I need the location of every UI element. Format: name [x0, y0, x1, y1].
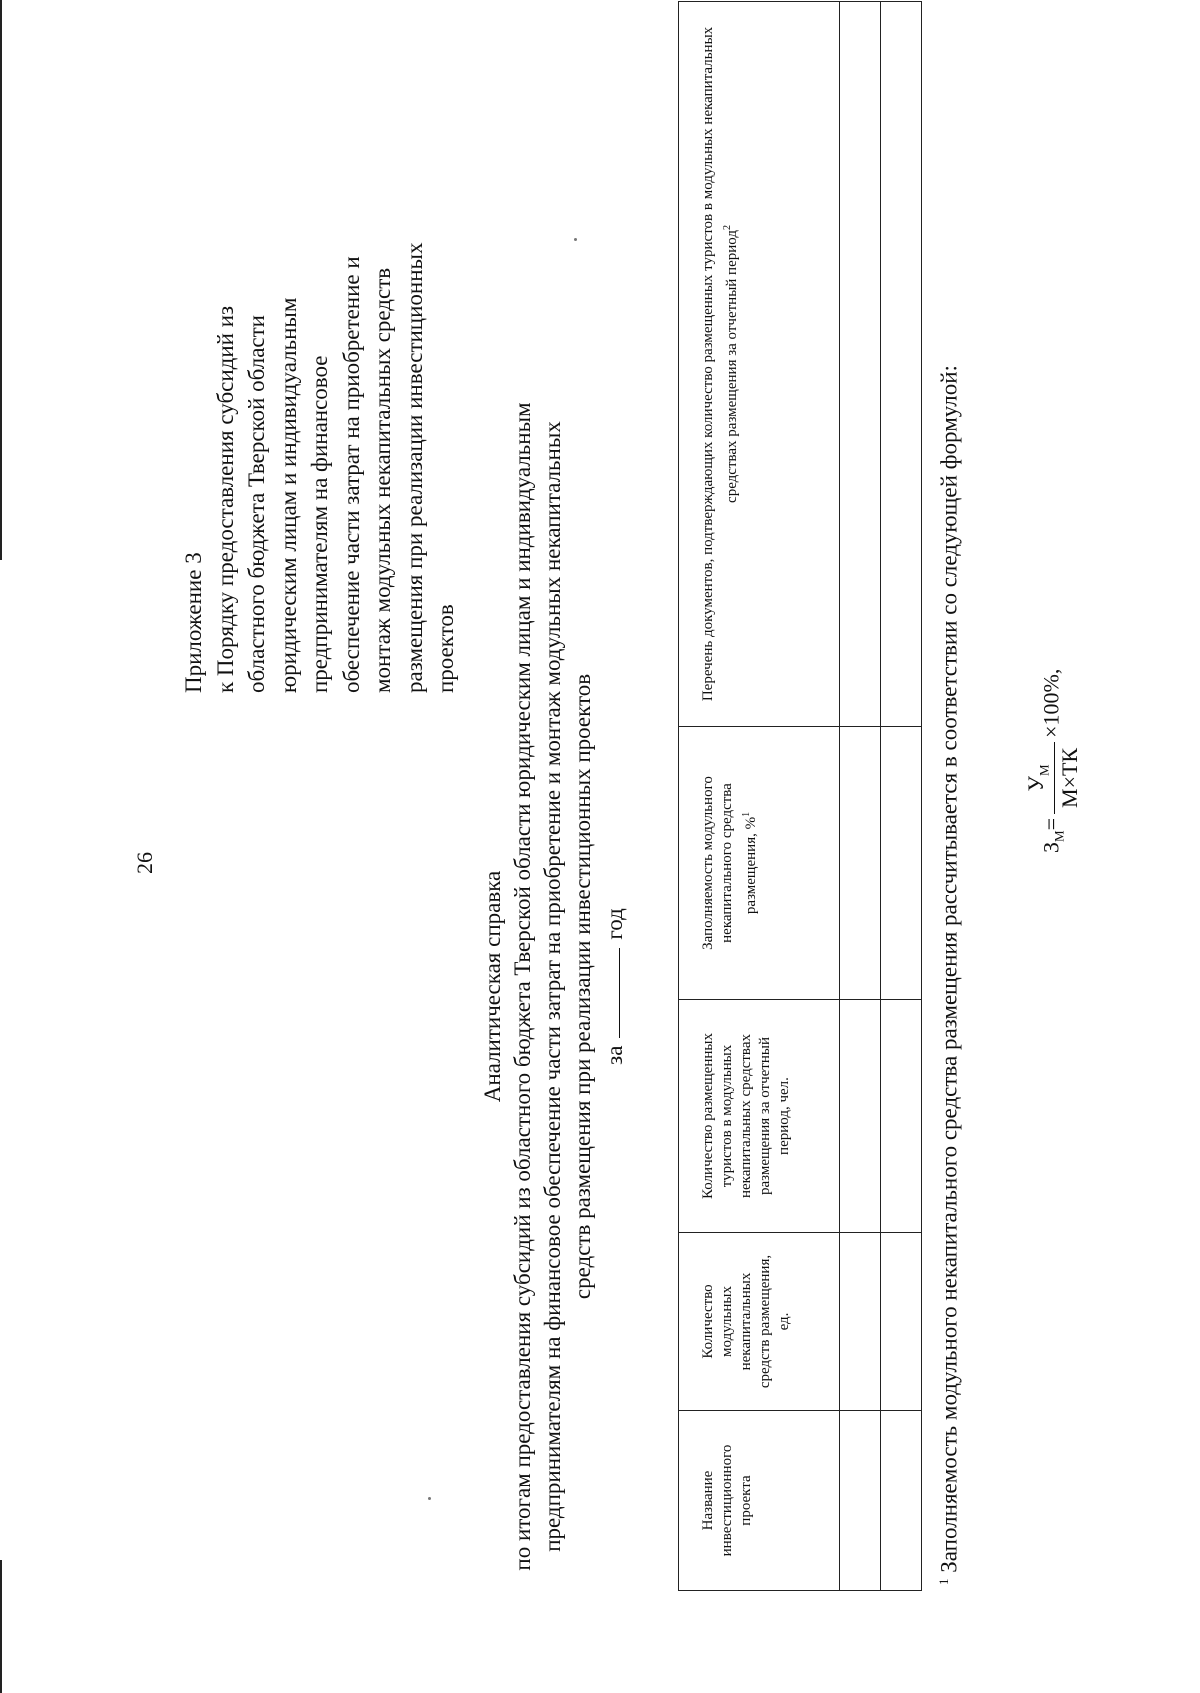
table-cell — [840, 2, 881, 727]
table-header-cell — [679, 1000, 840, 1233]
footnote-ref: 2 — [722, 225, 733, 231]
formula-lhs: З — [1038, 841, 1064, 853]
period-blank — [619, 948, 620, 1038]
appendix-line: монтаж модульных некапитальных средств — [370, 267, 395, 693]
formula-fraction — [1023, 742, 1083, 814]
table-cell — [840, 1233, 881, 1411]
numerator-sub: М — [1036, 764, 1052, 776]
table-row — [840, 2, 881, 1591]
formula-equals: = — [1038, 817, 1064, 831]
formula-numerator — [1023, 742, 1055, 814]
report-heading — [478, 300, 630, 1673]
formula-lhs-sub: М — [1051, 830, 1067, 842]
table-header-row — [679, 2, 840, 1591]
table-cell — [881, 1411, 922, 1591]
appendix-line: юридическим лицам и индивидуальным — [275, 297, 301, 693]
footnote — [928, 85, 966, 1585]
table-cell — [881, 1000, 922, 1233]
report-period — [600, 908, 630, 1065]
occupancy-formula — [1023, 669, 1083, 853]
appendix-note — [178, 53, 462, 693]
report-table — [678, 1, 922, 1591]
table-cell — [840, 1000, 881, 1233]
table-cell — [881, 727, 922, 1000]
footnote-text: Заполняемость модульного некапитального средства размещения рассчитывается в соответствии со следующей формулой: — [936, 365, 962, 1573]
table-row — [881, 2, 922, 1591]
table-header-cell — [679, 1411, 840, 1591]
column-label: Перечень документов, подтверждающих количество размещенных туристов в модульных некапитальных средствах размещения за отчетный период — [700, 26, 740, 702]
period-suffix: год — [602, 908, 627, 940]
report-subtitle-line: средств размещения при реализации инвестиционных проектов — [570, 673, 595, 1300]
report-title: Аналитическая справка — [480, 870, 505, 1103]
numerator-text: У — [1023, 775, 1048, 792]
appendix-line: Приложение 3 — [181, 552, 206, 693]
appendix-line: обеспечение части затрат на приобретение и — [338, 256, 364, 693]
footnote-marker: 1 — [936, 1578, 951, 1585]
table-header-cell — [679, 727, 840, 1000]
page-number: 26 — [132, 852, 157, 874]
appendix-line: предпринимателям на финансовое — [307, 355, 332, 693]
table-cell — [881, 2, 922, 727]
column-label: Количество размещенных туристов в модульных некапитальных средствах размещения за отчетный период, чел. — [700, 1033, 792, 1199]
report-subtitle-line: по итогам предоставления субсидий из областного бюджета Тверской области юридическим лицам и индивидуальным — [510, 402, 535, 1571]
report-subtitle-line: предпринимателям на финансовое обеспечение части затрат на приобретение и монтаж модульных некапитальных — [540, 421, 565, 1552]
appendix-line: размещения при реализации инвестиционных — [401, 242, 427, 693]
table-header-cell — [679, 1233, 840, 1411]
column-label: Заполняемость модульного некапитального средства размещения, % — [700, 776, 759, 950]
column-label: Название инвестиционного проекта — [700, 1444, 754, 1557]
formula-tail: ×100%, — [1038, 668, 1064, 738]
table-cell — [840, 727, 881, 1000]
table-cell — [840, 1411, 881, 1591]
appendix-line: областного бюджета Тверской области — [244, 315, 269, 693]
column-label: Количество модульных некапитальных средств размещения, ед. — [700, 1254, 792, 1389]
table-cell — [881, 1233, 922, 1411]
period-prefix: за — [602, 1045, 627, 1065]
appendix-line: проектов — [433, 604, 458, 693]
formula-denominator: М×ТК — [1057, 747, 1083, 808]
appendix-line: к Порядку предоставления субсидий из — [212, 305, 238, 693]
table-header-cell — [679, 2, 840, 727]
footnote-ref: 1 — [741, 811, 752, 817]
